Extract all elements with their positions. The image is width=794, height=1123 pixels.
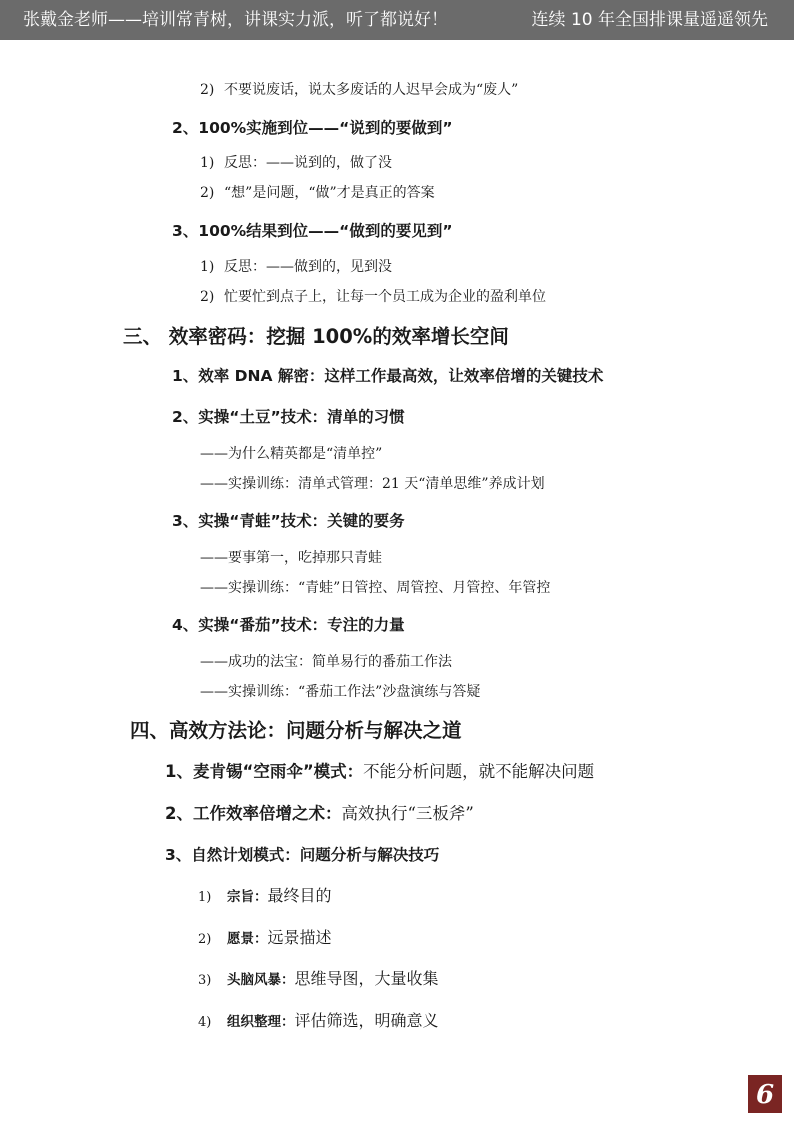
dash-item: ——实操训练：清单式管理：21 天“清单思维”养成计划 <box>200 476 545 492</box>
plan-item <box>198 886 332 906</box>
sub-item-text: 不要说废话，说太多废话的人迟早会成为“废人” <box>224 82 519 98</box>
sub-item <box>200 185 435 202</box>
sub-item <box>200 82 518 99</box>
subheading: 2、100%实施到位——“说到的要做到” <box>172 119 453 137</box>
sub-item-number: 1) <box>200 259 215 275</box>
subheading: 3、实操“青蛙”技术：关键的要务 <box>172 512 405 530</box>
sub-item-number: 1) <box>200 155 215 171</box>
subheading: 1、效率 DNA 解密：这样工作最高效，让效率倍增的关键技术 <box>172 367 604 385</box>
sub-item-number: 2) <box>200 82 215 98</box>
dash-item: ——实操训练：“番茄工作法”沙盘演练与答疑 <box>200 684 481 700</box>
sub-item-number: 2) <box>200 185 215 201</box>
section-heading: 三、 效率密码：挖掘 100%的效率增长空间 <box>123 325 509 348</box>
dash-item: ——成功的法宝：简单易行的番茄工作法 <box>200 654 452 670</box>
dash-item: ——实操训练：“青蛙”日管控、周管控、月管控、年管控 <box>200 580 551 596</box>
dash-item: ——为什么精英都是“清单控” <box>200 446 383 462</box>
sub-item-number: 2) <box>200 289 215 305</box>
sub-item <box>200 289 546 306</box>
method-item-text: 不能分析问题，就不能解决问题 <box>363 762 595 781</box>
plan-item-number: 2) <box>198 932 212 947</box>
subheading: 2、实操“土豆”技术：清单的习惯 <box>172 408 405 426</box>
plan-item-number: 3) <box>198 973 212 988</box>
plan-item-text: 最终目的 <box>267 886 332 905</box>
plan-item-text: 远景描述 <box>267 928 332 947</box>
plan-item-label: 宗旨： <box>227 889 268 905</box>
plan-item-text: 评估筛选，明确意义 <box>294 1011 439 1030</box>
plan-item <box>198 969 439 989</box>
subheading: 3、100%结果到位——“做到的要见到” <box>172 222 453 240</box>
plan-item-number: 1) <box>198 890 212 905</box>
page-header <box>0 0 794 40</box>
subheading: 3、自然计划模式：问题分析与解决技巧 <box>165 846 440 864</box>
plan-item-label: 组织整理： <box>227 1014 295 1030</box>
dash-item: ——要事第一，吃掉那只青蛙 <box>200 550 382 566</box>
method-item-text: 高效执行“三板斧” <box>341 804 474 823</box>
method-item <box>165 804 474 824</box>
plan-item-label: 头脑风暴： <box>227 972 295 988</box>
sub-item-text: “想”是问题，“做”才是真正的答案 <box>224 185 435 201</box>
method-item <box>165 762 594 782</box>
section-heading: 四、高效方法论：问题分析与解决之道 <box>130 719 462 742</box>
plan-item <box>198 1011 439 1031</box>
sub-item-text: 反思：——做到的，见到没 <box>224 259 392 275</box>
plan-item-label: 愿景： <box>227 931 268 947</box>
sub-item-text: 忙要忙到点子上，让每一个员工成为企业的盈利单位 <box>224 289 546 305</box>
page-number-badge: 6 <box>748 1075 782 1113</box>
plan-item <box>198 928 332 948</box>
plan-item-number: 4) <box>198 1015 212 1030</box>
plan-item-text: 思维导图，大量收集 <box>294 969 439 988</box>
method-item-label: 1、麦肯锡“空雨伞”模式： <box>165 762 364 781</box>
sub-item <box>200 155 392 172</box>
sub-item-text: 反思：——说到的，做了没 <box>224 155 392 171</box>
sub-item <box>200 259 392 276</box>
method-item-label: 2、工作效率倍增之术： <box>165 804 342 823</box>
subheading: 4、实操“番茄”技术：专注的力量 <box>172 616 405 634</box>
header-left-text: 张戴金老师——培训常青树，讲课实力派，听了都说好！ <box>23 10 448 30</box>
header-right-text: 连续 10 年全国排课量遥遥领先 <box>531 10 768 30</box>
